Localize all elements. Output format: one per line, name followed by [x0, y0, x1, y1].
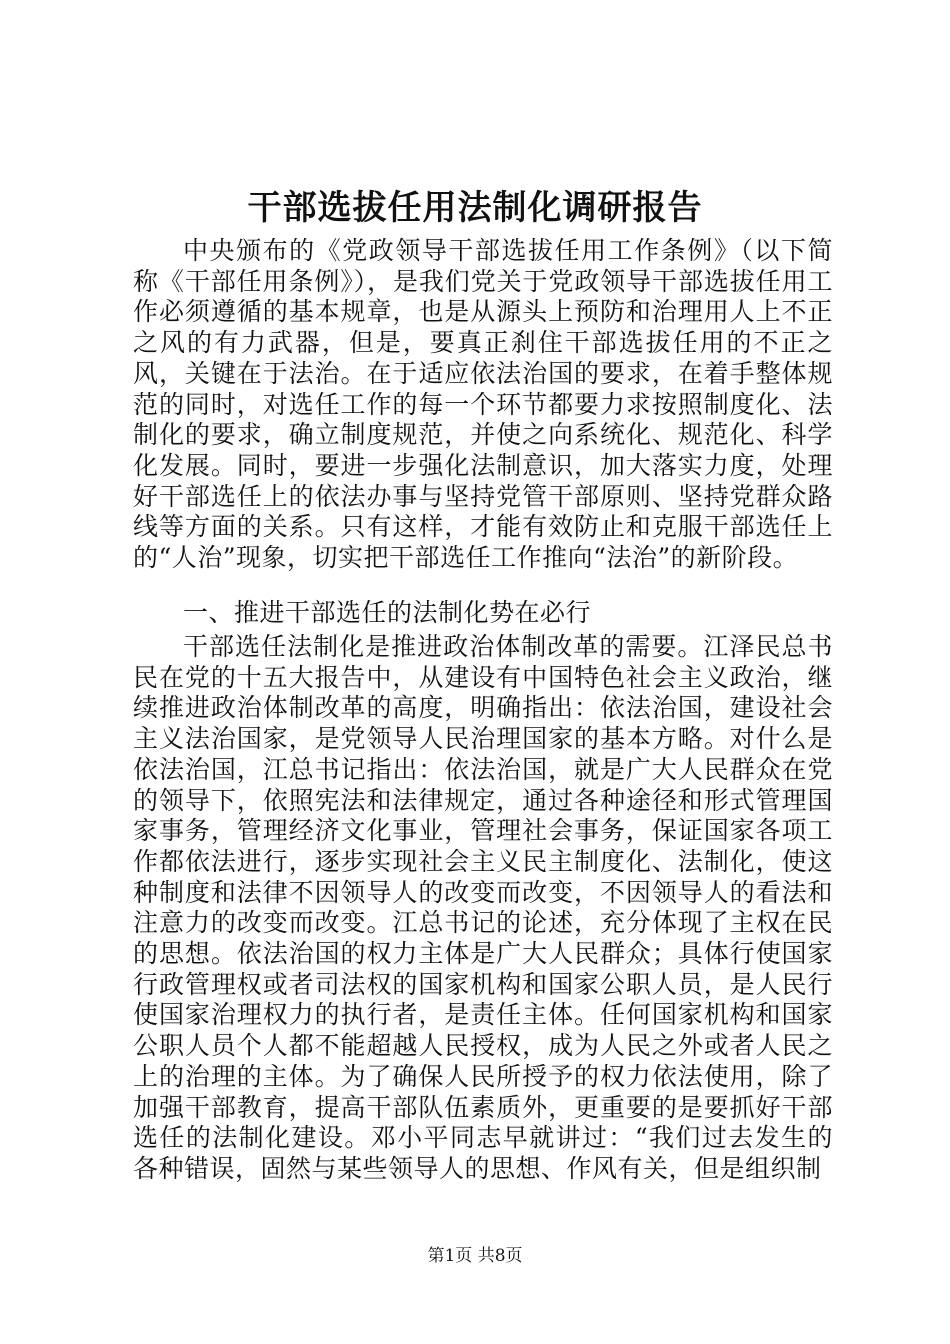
intro-paragraph: 中央颁布的《党政领导干部选拔任用工作条例》（以下简称《干部任用条例》），是我们党关于党政领导干部选拔任用工作必须遵循的基本规章，也是从源头上预防和治理用人上不正之风的有力武器，但是，要真正刹住干部选拔任用的不正之风，关键在于法治。在于适应依法治国的要求，在着手整体规范的同时，对选任工作的每一个环节都要力求按照制度化、法制化的要求，确立制度规范，并使之向系统化、规范化、科学化发展。同时，要进一步强化法制意识，加大落实力度，处理好干部选任上的依法办事与坚持党管干部原则、坚持党群众路线等方面的关系。只有这样，才能有效防止和克服干部选任上的“人治”现象，切实把干部选任工作推向“法治”的新阶段。: [133, 236, 833, 573]
section-1-body: [133, 632, 833, 1185]
page-number-footer: 第1页 共8页: [427, 1246, 523, 1266]
section-paragraph: 干部选任法制化是推进政治体制改革的需要。江泽民总书民在党的十五大报告中，从建设有中国特色社会主义政治，继续推进政治体制改革的高度，明确指出：依法治国，建设社会主义法治国家，是党领导人民治理国家的基本方略。对什么是依法治国，江总书记指出：依法治国，就是广大人民群众在党的领导下，依照宪法和法律规定，通过各种途径和形式管理国家事务，管理经济文化事业，管理社会事务，保证国家各项工作都依法进行，逐步实现社会主义民主制度化、法制化，使这种制度和法律不因领导人的改变而改变，不因领导人的看法和注意力的改变而改变。江总书记的论述，充分体现了主权在民的思想。依法治国的权力主体是广大人民群众；具体行使国家行政管理权或者司法权的国家机构和国家公职人员，是人民行使国家治理权力的执行者，是责任主体。任何国家机构和国家公职人员个人都不能超越人民授权，成为人民之外或者人民之上的治理的主体。为了确保人民所授予的权力依法使用，除了加强干部教育，提高干部队伍素质外，更重要的是要抓好干部选任的法制化建设。邓小平同志早就讲过：“我们过去发生的各种错误，固然与某些领导人的思想、作风有关，但是组织制: [133, 632, 833, 1183]
section-1-header: [133, 598, 833, 629]
section-heading: 一、推进干部选任的法制化势在必行: [183, 598, 592, 627]
document-title: 干部选拔任用法制化调研报告: [247, 188, 703, 228]
intro-section: [133, 236, 833, 574]
